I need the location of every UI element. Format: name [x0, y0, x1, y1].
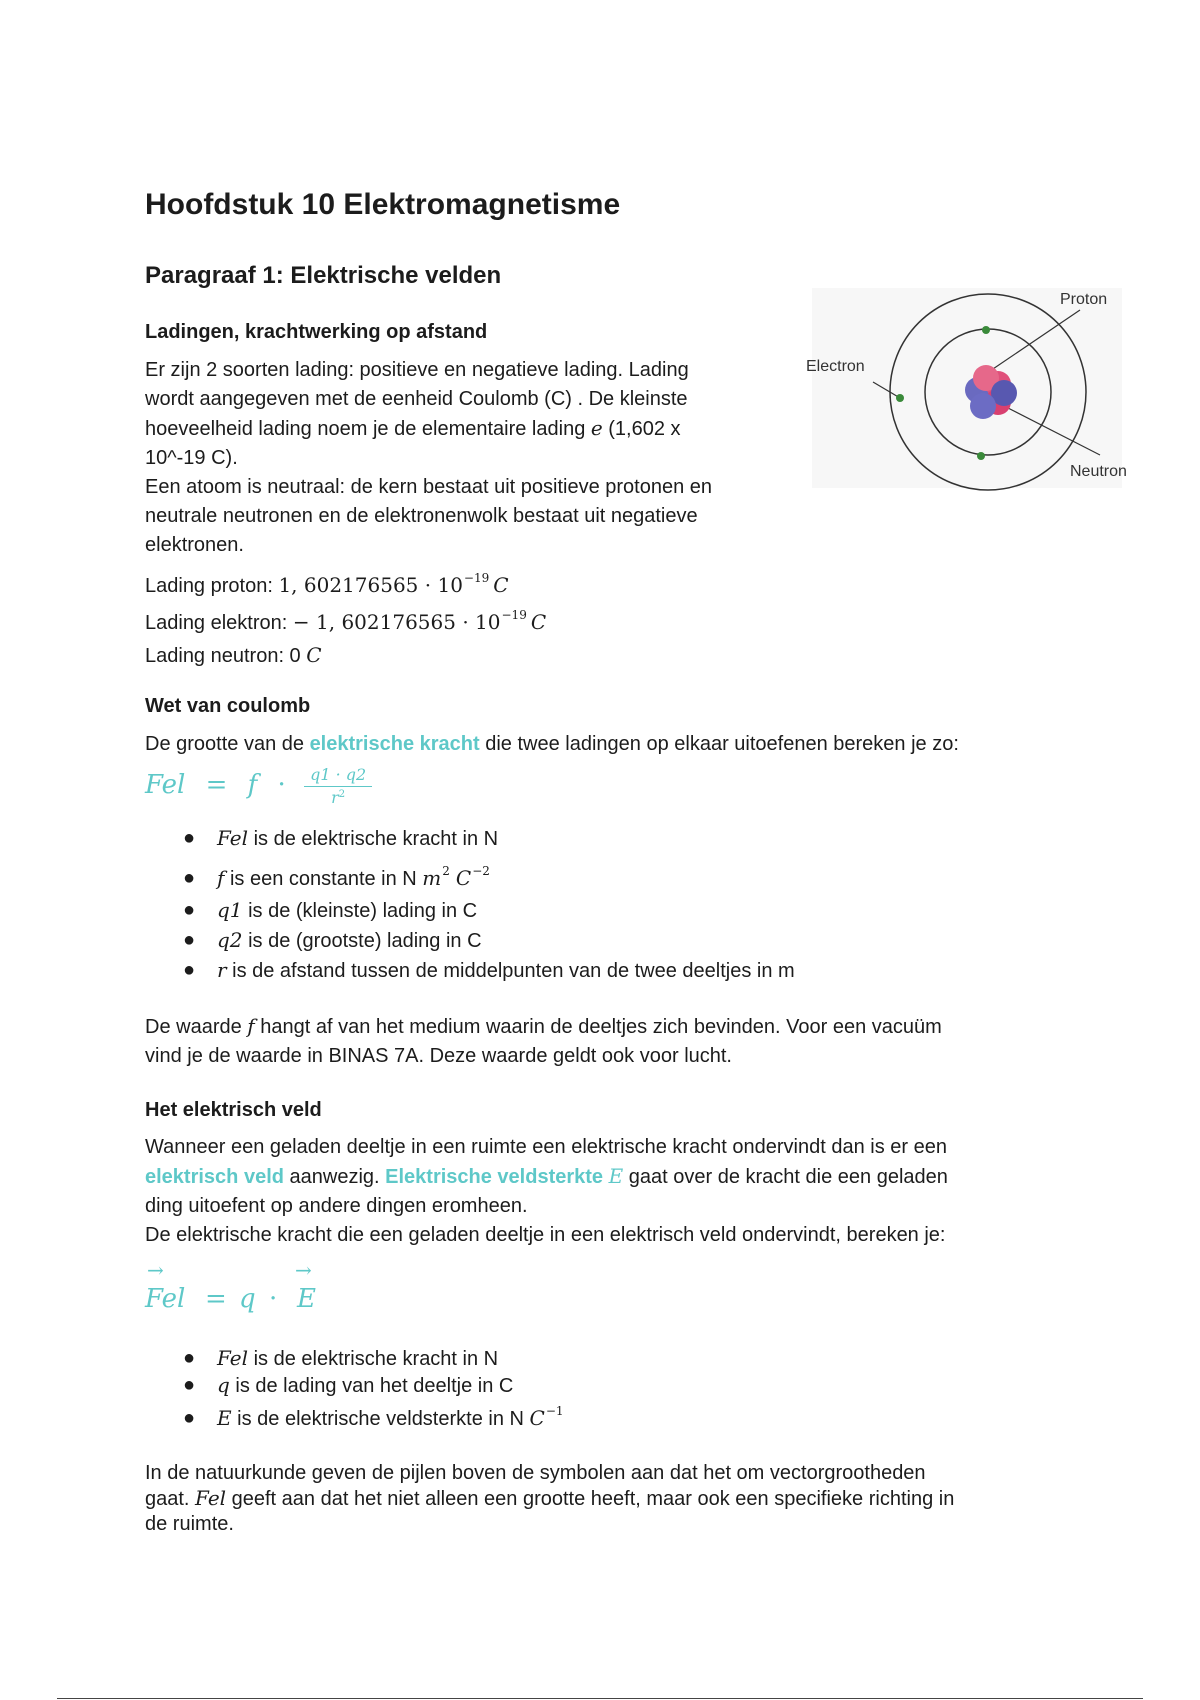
charges-paragraph	[145, 356, 785, 560]
proton-label: Proton	[1060, 291, 1108, 308]
list-item: ● E is de elektrische veldsterkte in N $C^{-1}$	[183, 1404, 564, 1430]
neutron-label: Neutron	[1070, 463, 1127, 480]
electron-dot	[896, 394, 904, 402]
subsection-heading-field: Het elektrisch veld	[145, 1099, 322, 1121]
keyword-elektrische-kracht: elektrische kracht	[309, 733, 480, 755]
atom-diagram	[800, 280, 1140, 500]
list-item: ● Fel is de elektrische kracht in N	[183, 826, 499, 850]
subsection-heading-charges: Ladingen, krachtwerking op afstand	[145, 321, 488, 343]
text-line: vind je de waarde in BINAS 7A. Deze waarde geldt ook voor lucht.	[145, 1045, 732, 1067]
text-line: Er zijn 2 soorten lading: positieve en negatieve lading. Lading	[145, 359, 689, 381]
keyword-elektrische-veldsterkte: Elektrische veldsterkte	[385, 1166, 604, 1188]
electron-dot	[977, 452, 985, 460]
coulomb-intro: De grootte van de elektrische kracht die twee ladingen op elkaar uitoefenen bereken je zo:	[145, 733, 959, 755]
text-line: elektrisch veld aanwezig. Elektrische veldsterkte E gaat over de kracht die een geladen	[145, 1164, 948, 1188]
text-line: De elektrische kracht die een geladen deeltje in een elektrisch veld ondervindt, bereken je:	[145, 1224, 946, 1246]
text-line: ding uitoefent op andere dingen eromheen.	[145, 1195, 528, 1217]
vector-arrow: →	[147, 1258, 164, 1282]
text-line: de ruimte.	[145, 1513, 234, 1535]
text-line: Wanneer een geladen deeltje in een ruimte een elektrische kracht ondervindt dan is er een	[145, 1136, 947, 1158]
text-line: Een atoom is neutraal: de kern bestaat uit positieve protonen en	[145, 476, 713, 498]
field-paragraph	[145, 1133, 1105, 1250]
subsection-heading-coulomb: Wet van coulomb	[145, 695, 311, 717]
electron-dot	[982, 326, 990, 334]
section-title: Paragraaf 1: Elektrische velden	[145, 262, 502, 289]
list-item: ● Fel is de elektrische kracht in N	[183, 1346, 499, 1370]
text-line: In de natuurkunde geven de pijlen boven de symbolen aan dat het om vectorgrootheden	[145, 1462, 926, 1484]
coulomb-formula: Fel = f · $\frac{q1 \cdot q2}{r^2}$	[145, 765, 372, 807]
coulomb-fraction: $\frac{q1 \cdot q2}{r^2}$	[304, 765, 372, 807]
text-line: wordt aangegeven met de eenheid Coulomb (C) . De kleinste	[145, 388, 688, 410]
neutron-ball	[970, 393, 996, 419]
page-bottom-rule	[57, 1698, 1143, 1699]
medium-note	[145, 1012, 1095, 1071]
list-item: ● f is een constante in N $m^2$ $C^{-2}$	[183, 864, 490, 890]
list-item: ● q is de lading van het deeltje in C	[183, 1373, 514, 1397]
text-line: 10^-19 C).	[145, 447, 238, 469]
text-line: elektronen.	[145, 534, 244, 556]
field-variable-list	[145, 1345, 1045, 1433]
electron-label: Electron	[806, 358, 865, 375]
proton-charge: Lading proton: 1, $602176565 \cdot 10^{-19}$ C	[145, 571, 509, 597]
text-line: neutrale neutronen en de elektronenwolk bestaat uit negatieve	[145, 505, 698, 527]
text-line: hoeveelheid lading noem je de elementaire lading e (1,602 x	[145, 416, 681, 440]
list-item: ● q1 is de (kleinste) lading in C	[183, 898, 478, 922]
list-item: ● r is de afstand tussen de middelpunten van de twee deeltjes in m	[183, 958, 795, 982]
keyword-elektrisch-veld: elektrisch veld	[145, 1166, 284, 1188]
text-line: De waarde f hangt af van het medium waarin de deeltjes zich bevinden. Voor een vacuüm	[145, 1014, 942, 1038]
chapter-title: Hoofdstuk 10 Elektromagnetisme	[145, 188, 621, 221]
vector-arrow: →	[295, 1258, 312, 1282]
coulomb-variable-list	[145, 823, 1045, 985]
vector-explanation	[145, 1461, 1105, 1537]
field-formula: → → Fel = q · E	[145, 1258, 316, 1314]
electron-charge: Lading elektron: − 1, $602176565 \cdot 10^{-19}$ C	[145, 608, 547, 634]
text-line: gaat. Fel geeft aan dat het niet alleen een grootte heeft, maar ook een specifieke richting in	[145, 1486, 955, 1510]
neutron-charge: Lading neutron: 0 C	[145, 643, 322, 667]
list-item: ● q2 is de (grootste) lading in C	[183, 928, 482, 952]
